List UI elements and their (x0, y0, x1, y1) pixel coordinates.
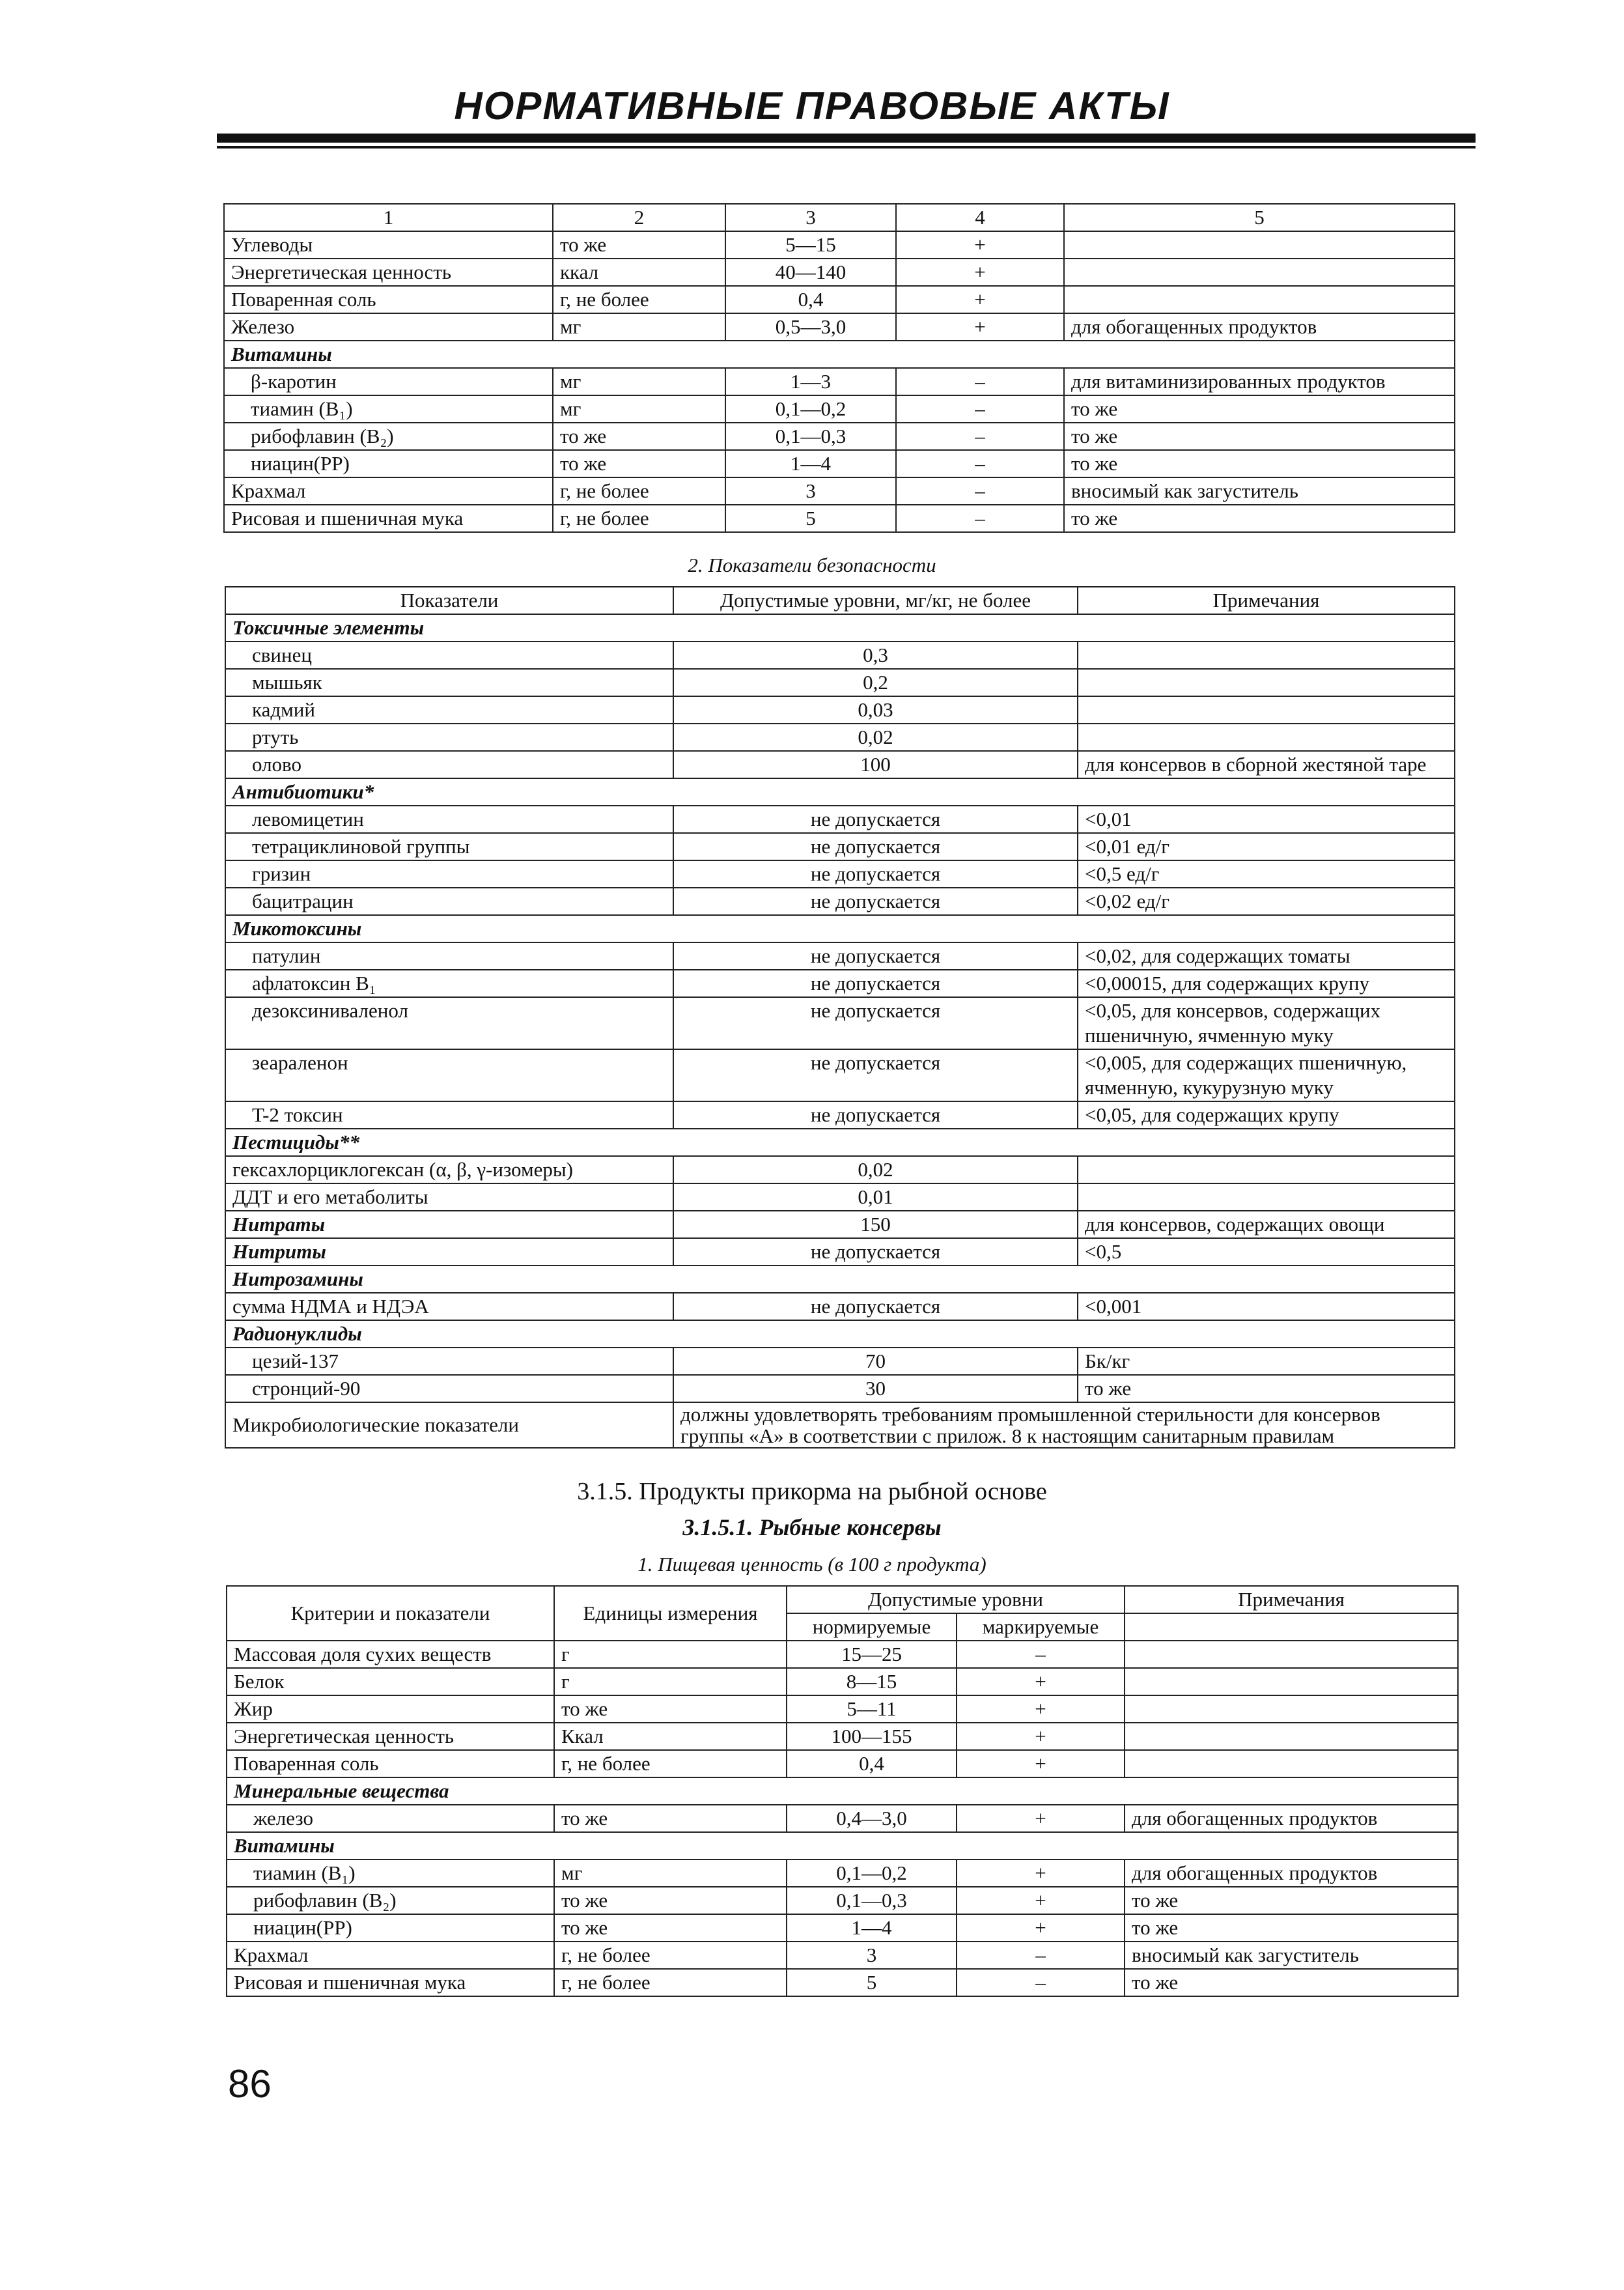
note-cell: то же (1064, 395, 1455, 423)
section-row (227, 1777, 1458, 1805)
indicator-cell: Жир (227, 1695, 554, 1723)
level-cell: 0,3 (673, 642, 1078, 669)
level-cell: 0,03 (673, 696, 1078, 724)
note-cell (1078, 696, 1455, 724)
table-row (227, 1914, 1458, 1942)
level-cell: 15—25 (787, 1641, 957, 1668)
section-title-minerals: Минеральные вещества (227, 1777, 1458, 1805)
indicator-cell: гризин (225, 860, 673, 888)
table-row (224, 505, 1455, 532)
section-row (225, 614, 1455, 642)
note-cell: Бк/кг (1078, 1348, 1455, 1375)
level-cell: 5—11 (787, 1695, 957, 1723)
note-cell: то же (1125, 1969, 1458, 1996)
indicator-cell-nitrates: Нитраты (225, 1211, 673, 1238)
mark-cell: – (957, 1942, 1125, 1969)
header-levels: Допустимые уровни (787, 1586, 1125, 1613)
section-subheading: 3.1.5.1. Рыбные консервы (682, 1514, 942, 1540)
col-number-5: 5 (1064, 204, 1455, 231)
unit-cell: г, не более (553, 505, 725, 532)
level-cell: 150 (673, 1211, 1078, 1238)
header-notes-empty (1125, 1613, 1458, 1641)
note-cell: <0,01 (1078, 806, 1455, 833)
page-header-title: НОРМАТИВНЫЕ ПРАВОВЫЕ АКТЫ (454, 84, 1170, 128)
unit-cell: г (554, 1668, 787, 1695)
page-number: 86 (228, 2062, 272, 2106)
note-cell (1125, 1668, 1458, 1695)
level-cell: не допускается (673, 833, 1078, 860)
indicator-cell-microbiology: Микробиологические показатели (225, 1402, 673, 1448)
note-cell (1125, 1723, 1458, 1750)
mark-cell: + (957, 1887, 1125, 1914)
indicator-cell: бацитрацин (225, 888, 673, 915)
level-cell: 70 (673, 1348, 1078, 1375)
table-row (225, 669, 1455, 696)
safety-table (225, 586, 1455, 1449)
note-cell: <0,02 ед/г (1078, 888, 1455, 915)
level-cell: 1—3 (725, 368, 896, 395)
table-row (225, 1211, 1455, 1238)
indicator-cell: ДДТ и его метаболиты (225, 1183, 673, 1211)
mark-cell: – (896, 477, 1064, 505)
header-levels: Допустимые уровни, мг/кг, не более (673, 587, 1078, 614)
table-row (227, 1942, 1458, 1969)
level-cell: 0,4—3,0 (787, 1805, 957, 1832)
level-cell: не допускается (673, 860, 1078, 888)
section-row (225, 1265, 1455, 1293)
note-cell: <0,001 (1078, 1293, 1455, 1320)
level-cell: не допускается (673, 1293, 1078, 1320)
level-cell: 3 (725, 477, 896, 505)
level-cell: 0,2 (673, 669, 1078, 696)
table-row (225, 970, 1455, 997)
level-cell: 1—4 (725, 450, 896, 477)
table-row (224, 450, 1455, 477)
indicator-cell-nitrites: Нитриты (225, 1238, 673, 1265)
indicator-cell: тетрациклиновой группы (225, 833, 673, 860)
table-row (225, 1156, 1455, 1183)
table-row (225, 1293, 1455, 1320)
table-row (225, 696, 1455, 724)
level-cell: не допускается (673, 1101, 1078, 1129)
indicator-cell: Поваренная соль (224, 286, 553, 313)
level-cell: 0,1—0,2 (787, 1859, 957, 1887)
note-cell: для обогащенных продуктов (1125, 1805, 1458, 1832)
note-cell: вносимый как загуститель (1125, 1942, 1458, 1969)
indicator-cell: зеараленон (225, 1049, 673, 1101)
level-cell: 0,02 (673, 1156, 1078, 1183)
indicator-cell: мышьяк (225, 669, 673, 696)
note-cell: <0,05, для содержащих крупу (1078, 1101, 1455, 1129)
section-title-radionuclides: Радионуклиды (225, 1320, 1455, 1348)
note-cell: то же (1078, 1375, 1455, 1402)
level-cell: 5—15 (725, 231, 896, 259)
indicator-cell: тиамин (B₁) (224, 395, 553, 423)
indicator-cell: Массовая доля сухих веществ (227, 1641, 554, 1668)
table-row (224, 259, 1455, 286)
table-row (225, 942, 1455, 970)
note-cell (1064, 231, 1455, 259)
table-row (224, 423, 1455, 450)
table-row (225, 1238, 1455, 1265)
indicator-cell: ниацин(PP) (224, 450, 553, 477)
mark-cell: – (896, 450, 1064, 477)
note-cell (1078, 1156, 1455, 1183)
indicator-cell: железо (227, 1805, 554, 1832)
unit-cell: мг (554, 1859, 787, 1887)
level-cell: 100 (673, 751, 1078, 778)
level-cell: 0,1—0,2 (725, 395, 896, 423)
indicator-cell: β-каротин (224, 368, 553, 395)
indicator-cell: рибофлавин (B₂) (224, 423, 553, 450)
col-number-3: 3 (725, 204, 896, 231)
table-row (224, 477, 1455, 505)
unit-cell: ккал (553, 259, 725, 286)
section-title-toxic-elements: Токсичные элементы (225, 614, 1455, 642)
level-cell: не допускается (673, 888, 1078, 915)
level-cell: 0,1—0,3 (787, 1887, 957, 1914)
indicator-cell: патулин (225, 942, 673, 970)
unit-cell: то же (554, 1695, 787, 1723)
section-heading: 3.1.5. Продукты прикорма на рыбной основе (577, 1478, 1047, 1505)
fish-nutrition-table (226, 1585, 1459, 1997)
note-cell (1078, 1183, 1455, 1211)
mark-cell: – (957, 1641, 1125, 1668)
table-row (227, 1668, 1458, 1695)
mark-cell: + (957, 1695, 1125, 1723)
table-row (224, 313, 1455, 341)
indicator-cell: Крахмал (224, 477, 553, 505)
unit-cell: г, не более (553, 286, 725, 313)
unit-cell: то же (554, 1805, 787, 1832)
indicator-cell: T-2 токсин (225, 1101, 673, 1129)
level-cell: не допускается (673, 1238, 1078, 1265)
header-normalized: нормируемые (787, 1613, 957, 1641)
mark-cell: + (896, 313, 1064, 341)
note-cell: <0,5 ед/г (1078, 860, 1455, 888)
unit-cell: то же (554, 1887, 787, 1914)
section-row (227, 1832, 1458, 1859)
section-row (225, 778, 1455, 806)
note-cell: вносимый как загуститель (1064, 477, 1455, 505)
level-cell: не допускается (673, 806, 1078, 833)
col-number-1: 1 (224, 204, 553, 231)
mark-cell: + (957, 1914, 1125, 1942)
section-row (225, 1129, 1455, 1156)
mark-cell: – (896, 423, 1064, 450)
column-number-row (224, 204, 1455, 231)
table-row (225, 642, 1455, 669)
indicator-cell: рибофлавин (B₂) (227, 1887, 554, 1914)
section-title-vitamins: Витамины (224, 341, 1455, 368)
table-row (225, 833, 1455, 860)
mark-cell: + (957, 1723, 1125, 1750)
section-title-mycotoxins: Микотоксины (225, 915, 1455, 942)
indicator-cell: гексахлорциклогексан (α, β, γ-изомеры) (225, 1156, 673, 1183)
indicator-cell: сумма НДМА и НДЭА (225, 1293, 673, 1320)
table-row (227, 1969, 1458, 1996)
mark-cell: + (957, 1750, 1125, 1777)
unit-cell: Ккал (554, 1723, 787, 1750)
level-cell: 40—140 (725, 259, 896, 286)
note-cell (1125, 1695, 1458, 1723)
table-header-row (225, 587, 1455, 614)
indicator-cell: Крахмал (227, 1942, 554, 1969)
note-cell (1064, 259, 1455, 286)
indicator-cell: дезоксиниваленол (225, 997, 673, 1049)
level-cell: не допускается (673, 942, 1078, 970)
note-cell (1078, 724, 1455, 751)
col-number-2: 2 (553, 204, 725, 231)
unit-cell: г (554, 1641, 787, 1668)
section-title-pesticides: Пестициды** (225, 1129, 1455, 1156)
note-cell: то же (1064, 450, 1455, 477)
level-cell: 0,01 (673, 1183, 1078, 1211)
unit-cell: г, не более (554, 1969, 787, 1996)
table-row (225, 806, 1455, 833)
level-cell: 0,02 (673, 724, 1078, 751)
note-cell (1078, 642, 1455, 669)
level-cell: не допускается (673, 997, 1078, 1049)
level-cell: 100—155 (787, 1723, 957, 1750)
section-row (225, 915, 1455, 942)
unit-cell: то же (553, 231, 725, 259)
mark-cell: – (896, 368, 1064, 395)
mark-cell: + (896, 286, 1064, 313)
mark-cell: – (957, 1969, 1125, 1996)
table-row (225, 724, 1455, 751)
note-cell: <0,01 ед/г (1078, 833, 1455, 860)
table-row (225, 1101, 1455, 1129)
level-cell: 5 (787, 1969, 957, 1996)
table-row (225, 751, 1455, 778)
unit-cell: г, не более (554, 1942, 787, 1969)
note-cell (1064, 286, 1455, 313)
nutrition-table-continued (223, 203, 1455, 533)
mark-cell: + (896, 231, 1064, 259)
header-notes: Примечания (1125, 1586, 1458, 1613)
note-cell: <0,05, для консервов, содержащих пшеничную, ячменную муку (1078, 997, 1455, 1049)
table-row (224, 395, 1455, 423)
note-cell: <0,00015, для содержащих крупу (1078, 970, 1455, 997)
header-rule-thick (217, 134, 1476, 143)
note-cell: то же (1064, 423, 1455, 450)
header-notes: Примечания (1078, 587, 1455, 614)
level-cell: 0,5—3,0 (725, 313, 896, 341)
header-units: Единицы измерения (554, 1586, 787, 1641)
level-cell: 0,1—0,3 (725, 423, 896, 450)
note-cell: то же (1064, 505, 1455, 532)
note-cell: для обогащенных продуктов (1125, 1859, 1458, 1887)
section-row (225, 1320, 1455, 1348)
mark-cell: + (896, 259, 1064, 286)
note-cell: <0,005, для содержащих пшеничную, ячменную, кукурузную муку (1078, 1049, 1455, 1101)
table-row (227, 1641, 1458, 1668)
table-row (225, 1375, 1455, 1402)
indicator-cell: стронций-90 (225, 1375, 673, 1402)
unit-cell: то же (554, 1914, 787, 1942)
note-cell: то же (1125, 1914, 1458, 1942)
mark-cell: – (896, 505, 1064, 532)
table-row (227, 1695, 1458, 1723)
note-cell (1125, 1750, 1458, 1777)
section-title-antibiotics: Антибиотики* (225, 778, 1455, 806)
level-cell: 0,4 (725, 286, 896, 313)
indicator-cell: ртуть (225, 724, 673, 751)
indicator-cell: Белок (227, 1668, 554, 1695)
table-row (225, 888, 1455, 915)
note-cell: для консервов, содержащих овощи (1078, 1211, 1455, 1238)
level-cell: не допускается (673, 1049, 1078, 1101)
note-cell: для консервов в сборной жестяной таре (1078, 751, 1455, 778)
table-row (224, 286, 1455, 313)
header-rule-thin (217, 146, 1476, 148)
table-row (227, 1723, 1458, 1750)
table-row (227, 1859, 1458, 1887)
table-row (227, 1750, 1458, 1777)
level-cell: 30 (673, 1375, 1078, 1402)
section-title-nitrosamines: Нитрозамины (225, 1265, 1455, 1293)
nutrition-table-caption: 1. Пищевая ценность (в 100 г продукта) (637, 1553, 987, 1576)
table-row (225, 1402, 1455, 1448)
indicator-cell: цезий-137 (225, 1348, 673, 1375)
table-row (225, 997, 1455, 1049)
level-cell: 8—15 (787, 1668, 957, 1695)
note-cell: для обогащенных продуктов (1064, 313, 1455, 341)
note-cell (1078, 669, 1455, 696)
note-cell: <0,02, для содержащих томаты (1078, 942, 1455, 970)
indicator-cell: афлатоксин B₁ (225, 970, 673, 997)
indicator-cell: Рисовая и пшеничная мука (227, 1969, 554, 1996)
indicator-cell: Энергетическая ценность (227, 1723, 554, 1750)
mark-cell: + (957, 1805, 1125, 1832)
section-title-vitamins: Витамины (227, 1832, 1458, 1859)
indicator-cell: Железо (224, 313, 553, 341)
indicator-cell: Поваренная соль (227, 1750, 554, 1777)
table-row (224, 368, 1455, 395)
level-cell: 0,4 (787, 1750, 957, 1777)
table-row (225, 1348, 1455, 1375)
table-row (227, 1887, 1458, 1914)
indicator-cell: олово (225, 751, 673, 778)
indicator-cell: кадмий (225, 696, 673, 724)
level-cell: не допускается (673, 970, 1078, 997)
unit-cell: г, не более (554, 1750, 787, 1777)
col-number-4: 4 (896, 204, 1064, 231)
indicator-cell: левомицетин (225, 806, 673, 833)
safety-table-caption: 2. Показатели безопасности (688, 554, 936, 576)
level-cell: 3 (787, 1942, 957, 1969)
indicator-cell: Рисовая и пшеничная мука (224, 505, 553, 532)
microbiology-requirement-cell: должны удовлетворять требованиям промышленной стерильности для консервов группы «А» в соответствии с прилож. 8 к настоящим санитарным правилам (673, 1402, 1455, 1448)
mark-cell: – (896, 395, 1064, 423)
header-labeled: маркируемые (957, 1613, 1125, 1641)
unit-cell: мг (553, 313, 725, 341)
table-row (224, 231, 1455, 259)
table-row (227, 1805, 1458, 1832)
indicator-cell: тиамин (B₁) (227, 1859, 554, 1887)
unit-cell: мг (553, 368, 725, 395)
header-indicators: Показатели (225, 587, 673, 614)
table-row (225, 1183, 1455, 1211)
unit-cell: то же (553, 423, 725, 450)
indicator-cell: Углеводы (224, 231, 553, 259)
indicator-cell: свинец (225, 642, 673, 669)
header-criteria: Критерии и показатели (227, 1586, 554, 1641)
indicator-cell: ниацин(PP) (227, 1914, 554, 1942)
note-cell: то же (1125, 1887, 1458, 1914)
note-cell (1125, 1641, 1458, 1668)
table-header-row (227, 1586, 1458, 1613)
note-cell: для витаминизированных продуктов (1064, 368, 1455, 395)
unit-cell: то же (553, 450, 725, 477)
section-row (224, 341, 1455, 368)
unit-cell: г, не более (553, 477, 725, 505)
mark-cell: + (957, 1668, 1125, 1695)
table-row (225, 860, 1455, 888)
unit-cell: мг (553, 395, 725, 423)
table-row (225, 1049, 1455, 1101)
level-cell: 1—4 (787, 1914, 957, 1942)
level-cell: 5 (725, 505, 896, 532)
note-cell: <0,5 (1078, 1238, 1455, 1265)
mark-cell: + (957, 1859, 1125, 1887)
indicator-cell: Энергетическая ценность (224, 259, 553, 286)
